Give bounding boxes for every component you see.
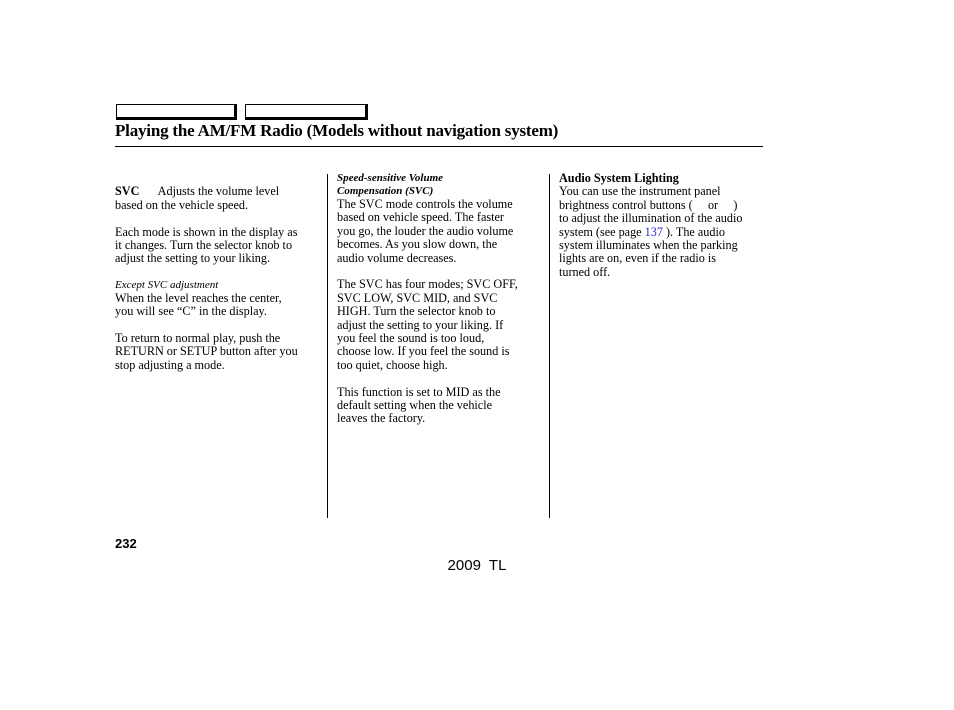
page-137-link[interactable]: 137 [644, 224, 663, 239]
column-1 [115, 172, 321, 386]
lighting-line1: You can use the instrument panel [559, 184, 721, 199]
lighting-rest: system illuminates when the parking lights are on, even if the radio is turned off. [559, 238, 738, 279]
lighting-line4-pre: system (see page [559, 224, 645, 239]
svc-desc-line2: based on the vehicle speed. [115, 197, 248, 212]
page-number: 232 [115, 536, 137, 551]
column-divider-2 [549, 174, 550, 518]
footer-year: 2009 [447, 557, 481, 574]
svc-mode-paragraph: The SVC mode controls the volume based on vehicle speed. The faster you go, the louder the audio volume becomes. As you slow down, the audio volume decreases. [337, 197, 514, 265]
page-title: Playing the AM/FM Radio (Models without navigation system) [115, 121, 559, 140]
mode-display-paragraph: Each mode is shown in the display as it changes. Turn the selector knob to adjust the setting to your liking. [115, 224, 298, 266]
section-tab-1 [116, 104, 237, 120]
svc-default-paragraph: This function is set to MID as the default setting when the vehicle leaves the factory. [337, 384, 501, 426]
svc-four-modes-paragraph: The SVC has four modes; SVC OFF, SVC LOW, SVC MID, and SVC HIGH. Turn the selector knob to adjust the setting to your liking. If you feel the sound is too loud, choose low. If you feel the sound is too quiet, choose high. [337, 277, 518, 372]
lighting-line3: to adjust the illumination of the audio [559, 211, 743, 226]
footer-model-name: TL [488, 557, 507, 574]
svc-section-subhead: Speed-sensitive Volume Compensation (SVC) [337, 172, 444, 197]
column-2 [337, 172, 543, 439]
title-divider [115, 146, 763, 147]
except-svc-subhead: Except SVC adjustment [115, 279, 219, 292]
audio-lighting-heading: Audio System Lighting [559, 171, 679, 185]
lighting-line4-post: ). The audio [662, 224, 725, 239]
section-tab-2 [245, 104, 368, 120]
audio-lighting-paragraph [559, 185, 765, 279]
column-divider-1 [327, 174, 328, 518]
svc-desc-line1: Adjusts the volume level [157, 184, 280, 199]
footer-model [0, 557, 954, 574]
return-normal-paragraph: To return to normal play, push the RETURN or SETUP button after you stop adjusting a mode. [115, 330, 298, 372]
svc-term: SVC [115, 184, 140, 199]
svc-paragraph [115, 172, 321, 212]
lighting-line2: brightness control buttons ( or ) [559, 197, 738, 212]
column-3 [559, 172, 765, 293]
center-level-paragraph: When the level reaches the center, you will see “C” in the display. [115, 290, 282, 319]
